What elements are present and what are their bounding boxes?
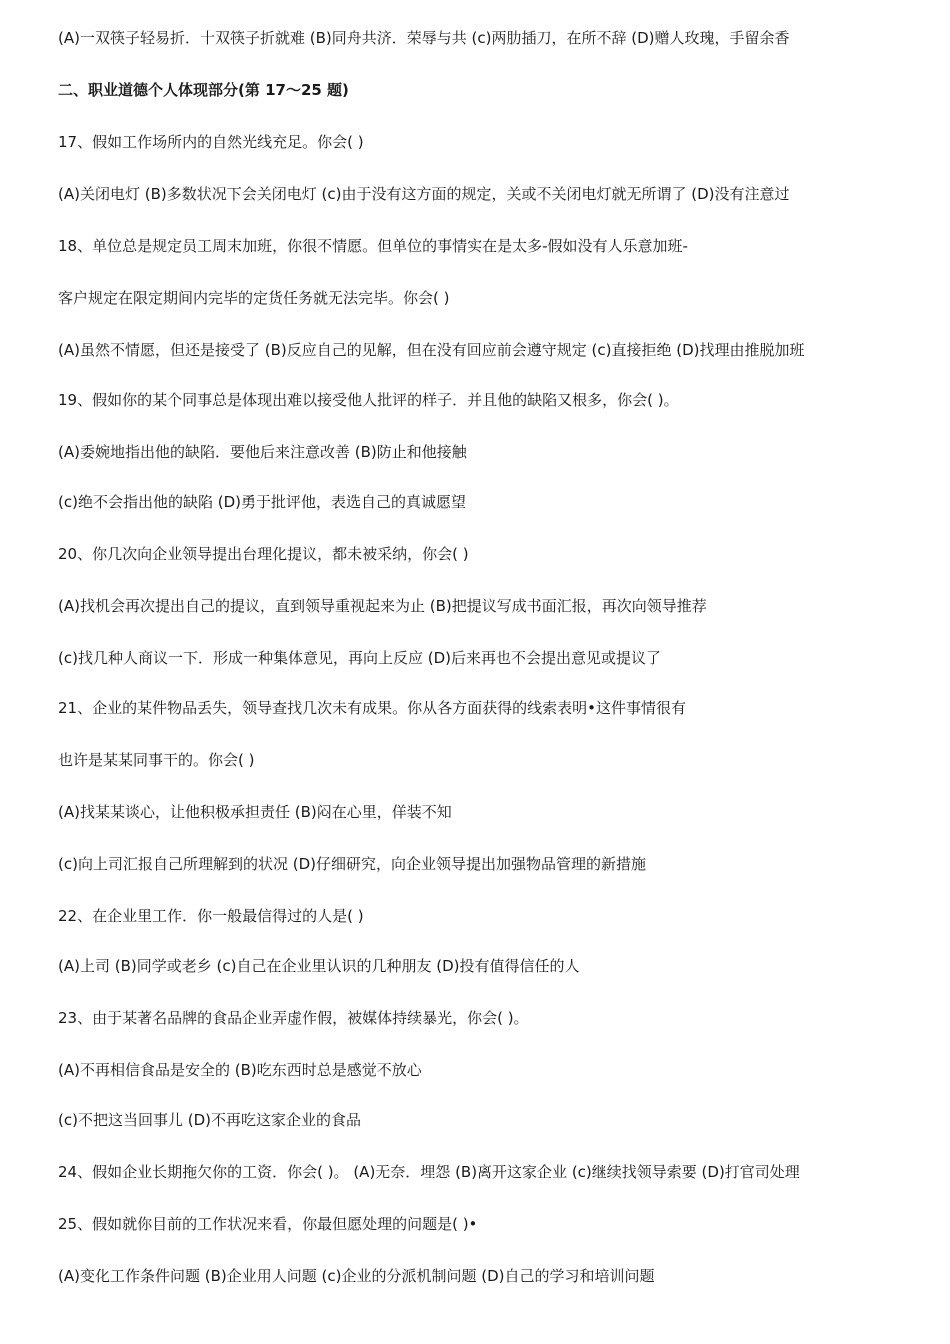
q23-options-line-1: (A)不再相信食品是安全的 (B)吃东西时总是感觉不放心	[58, 1061, 422, 1079]
q18-question-line-1: 18、单位总是规定员工周末加班，你很不情愿。但单位的事情实在是太多-假如没有人乐意加班-	[58, 237, 688, 255]
q25-question: 25、假如就你目前的工作状况来看，你最但愿处理的问题是( )•	[58, 1215, 478, 1233]
q21-question-line-2: 也许是某某同事干的。你会( )	[58, 751, 255, 769]
q23-question: 23、由于某著名品牌的食品企业弄虚作假，被媒体持续暴光，你会( )。	[58, 1009, 529, 1027]
q20-options-line-1: (A)找机会再次提出自己的提议，直到领导重视起来为止 (B)把提议写成书面汇报，再次向领导推荐	[58, 597, 707, 615]
q17-question: 17、假如工作场所内的自然光线充足。你会( )	[58, 133, 364, 151]
q21-question-line-1: 21、企业的某件物品丢失，领导查找几次未有成果。你从各方面获得的线索表明•这件事情很有	[58, 699, 686, 717]
q18-question-line-2: 客户规定在限定期间内完毕的定货任务就无法完毕。你会( )	[58, 289, 450, 307]
q21-options-line-2: (c)向上司汇报自己所理解到的状况 (D)仔细研究，向企业领导提出加强物品管理的新措施	[58, 855, 646, 873]
q22-options: (A)上司 (B)同学或老乡 (c)自己在企业里认识的几种朋友 (D)投有值得信任的人	[58, 957, 580, 975]
q24-question-and-options: 24、假如企业长期拖欠你的工资．你会( )。 (A)无奈．埋怨 (B)离开这家企业 (c)继续找领导索要 (D)打官司处理	[58, 1163, 800, 1181]
q20-question: 20、你几次向企业领导提出台理化提议，都未被采纳，你会( )	[58, 545, 469, 563]
q19-options-line-2: (c)绝不会指出他的缺陷 (D)勇于批评他，表选自己的真诚愿望	[58, 493, 466, 511]
q22-question: 22、在企业里工作．你一般最信得过的人是( )	[58, 907, 364, 925]
q23-options-line-2: (c)不把这当回事儿 (D)不再吃这家企业的食品	[58, 1111, 361, 1129]
q19-options-line-1: (A)委婉地指出他的缺陷．要他后来注意改善 (B)防止和他接触	[58, 443, 467, 461]
q21-options-line-1: (A)找某某谈心，让他积极承担责任 (B)闷在心里，佯装不知	[58, 803, 452, 821]
q19-question: 19、假如你的某个同事总是体现出难以接受他人批评的样子．并且他的缺陷又根多，你会( )。	[58, 391, 679, 409]
q16-options-line: (A)一双筷子轻易折．十双筷子折就难 (B)同舟共济．荣辱与共 (c)两肋插刀，在所不辞 (D)赠人玫瑰，手留余香	[58, 29, 790, 47]
q17-options: (A)关闭电灯 (B)多数状况下会关闭电灯 (c)由于没有这方面的规定，关或不关闭电灯就无所谓了 (D)没有注意过	[58, 185, 790, 203]
q20-options-line-2: (c)找几种人商议一下．形成一种集体意见，再向上反应 (D)后来再也不会提出意见或提议了	[58, 649, 661, 667]
q18-options: (A)虽然不情愿，但还是接受了 (B)反应自己的见解，但在没有回应前会遵守规定 (c)直接拒绝 (D)找理由推脱加班	[58, 341, 805, 359]
q25-options: (A)变化工作条件问题 (B)企业用人问题 (c)企业的分派机制问题 (D)自己的学习和培训问题	[58, 1267, 655, 1285]
section-heading: 二、职业道德个人体现部分(第 17～25 题)	[58, 81, 349, 99]
